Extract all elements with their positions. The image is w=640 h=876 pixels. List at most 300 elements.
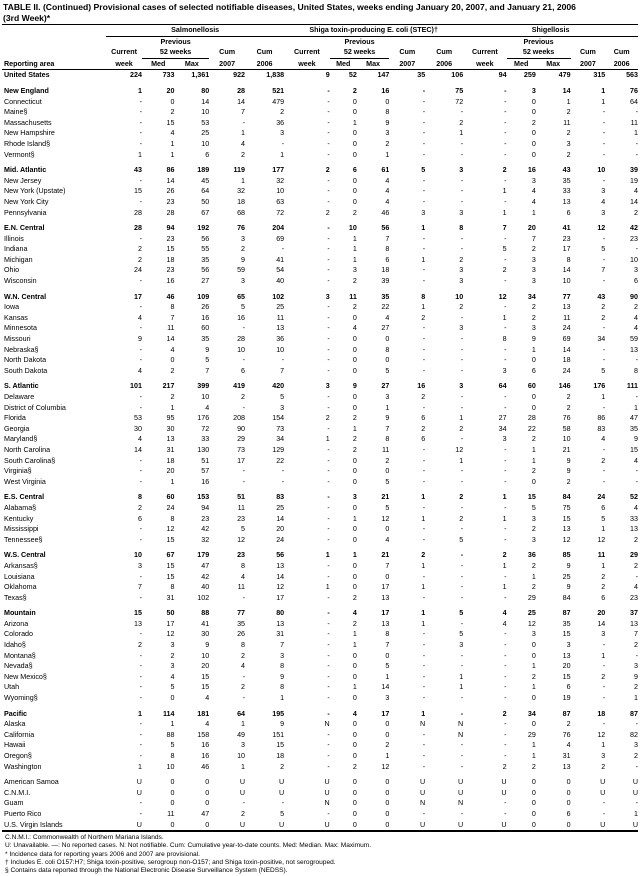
table-row (2, 709, 638, 720)
value-cell: 2 (601, 313, 606, 322)
value-cell: 6 (634, 277, 638, 286)
value-cell: 35 (381, 292, 390, 301)
value-cell: 19 (562, 694, 571, 703)
value-cell: 0 (566, 820, 571, 829)
reporting-area-cell: C.N.M.I. (4, 788, 31, 797)
value-cell: 2 (325, 414, 330, 423)
value-cell: 6 (421, 435, 426, 444)
reporting-area-cell: Wisconsin (4, 277, 37, 286)
value-cell: - (635, 477, 638, 486)
max-label: Max (366, 59, 381, 68)
value-cell: U (632, 778, 638, 787)
value-cell: - (504, 672, 507, 681)
table-row (2, 503, 638, 514)
value-cell: U (458, 820, 464, 829)
value-cell: 20 (597, 609, 606, 618)
reporting-area-cell: Alabama§ (4, 503, 37, 512)
value-cell: 315 (593, 71, 606, 80)
value-cell: 0 (352, 356, 357, 365)
value-cell: 23 (237, 514, 246, 523)
table-row (2, 128, 638, 139)
value-cell: - (422, 197, 426, 206)
value-cell: 29 (237, 435, 246, 444)
value-cell: 8 (170, 752, 175, 760)
value-cell: 0 (352, 799, 357, 808)
table-row (2, 97, 638, 108)
value-cell: - (327, 525, 330, 534)
value-cell: 0 (205, 820, 210, 829)
weeks52-label: 52 weeks (330, 47, 390, 58)
value-cell: - (504, 108, 507, 117)
value-cell: 4 (634, 503, 638, 512)
value-cell: 76 (562, 414, 571, 423)
cum-label: Cum (219, 48, 236, 57)
value-cell: U (239, 778, 246, 787)
value-cell: 8 (385, 345, 390, 354)
table-row (2, 762, 638, 773)
value-cell: 0 (385, 525, 390, 534)
value-cell: - (460, 187, 464, 196)
value-cell: 0 (385, 97, 390, 106)
value-cell: 21 (562, 445, 571, 454)
table-row (2, 118, 638, 129)
value-cell: - (460, 150, 464, 159)
value-cell: - (327, 197, 330, 206)
value-cell: - (139, 662, 142, 671)
value-cell: 56 (201, 234, 210, 243)
weeks52-label: 52 weeks (507, 47, 571, 58)
value-cell: - (602, 139, 606, 148)
value-cell: 2 (170, 108, 175, 117)
reporting-area-cell: Utah (4, 683, 20, 692)
footnote: C.N.M.I.: Commonwealth of Northern Mariana Islands. (5, 834, 164, 842)
value-cell: 2 (531, 118, 536, 127)
value-cell: 151 (272, 730, 285, 739)
value-cell: 12 (597, 730, 606, 739)
value-cell: 2 (634, 303, 638, 312)
value-cell: 23 (237, 551, 246, 560)
value-cell: 23 (630, 234, 638, 243)
value-cell: 1 (421, 709, 426, 718)
value-cell: 1 (421, 609, 426, 618)
value-cell: 27 (381, 382, 390, 391)
value-cell: 15 (166, 561, 175, 570)
value-cell: - (460, 651, 464, 660)
value-cell: 2 (566, 477, 571, 486)
value-cell: 5 (601, 245, 606, 254)
value-cell: - (504, 324, 507, 333)
value-cell: 0 (170, 820, 175, 829)
value-cell: 0 (170, 97, 175, 106)
value-cell: 1 (352, 255, 357, 264)
value-cell: - (327, 752, 330, 760)
value-cell: 86 (597, 414, 606, 423)
value-cell: 3 (601, 208, 606, 217)
value-cell: 1 (531, 741, 536, 750)
reporting-area-cell: Ohio (4, 266, 20, 275)
value-cell: 2 (241, 245, 246, 254)
value-cell: 18 (166, 456, 175, 465)
value-cell: - (139, 477, 142, 486)
value-cell: 3 (531, 535, 536, 544)
value-cell: - (460, 741, 464, 750)
value-cell: 18 (166, 255, 175, 264)
value-cell: 5 (385, 503, 390, 512)
value-cell: 77 (562, 292, 571, 301)
value-cell: 83 (597, 424, 606, 433)
value-cell: 192 (197, 224, 210, 233)
value-cell: 5 (459, 535, 464, 544)
value-cell: 4 (241, 662, 246, 671)
reporting-area-cell: Tennessee§ (4, 535, 43, 544)
reporting-area-cell: Maine§ (4, 108, 28, 117)
value-cell: 114 (162, 709, 175, 718)
value-cell: 15 (166, 535, 175, 544)
value-cell: - (504, 572, 507, 581)
value-cell: 5 (601, 366, 606, 375)
value-cell: - (460, 435, 464, 444)
value-cell: 5 (205, 356, 210, 365)
value-cell: 4 (502, 619, 507, 628)
value-cell: 4 (566, 741, 571, 750)
value-cell: - (242, 672, 246, 681)
previous-label: Previous (160, 37, 191, 46)
value-cell: - (327, 150, 330, 159)
value-cell: 0 (531, 788, 536, 797)
footnote: † Includes E. coli O157:H7; Shiga toxin-positive, serogroup non-O157; and Shiga toxin-positive, not serogrouped. (5, 859, 336, 867)
value-cell: 6 (566, 683, 571, 692)
value-cell: - (460, 709, 464, 718)
value-cell: 3 (352, 493, 357, 502)
value-cell: 3 (459, 277, 464, 286)
cum-label: Cum (613, 48, 630, 57)
value-cell: 46 (166, 292, 175, 301)
value-cell: 8 (170, 514, 175, 523)
value-cell: 11 (349, 292, 357, 301)
value-cell: - (460, 467, 464, 476)
value-cell: 2 (241, 683, 246, 692)
value-cell: 13 (630, 619, 638, 628)
value-cell: - (327, 266, 330, 275)
value-cell: - (327, 651, 330, 660)
value-cell: - (422, 503, 426, 512)
value-cell: 0 (352, 150, 357, 159)
reporting-area-cell: Pacific (4, 709, 28, 718)
value-cell: - (422, 187, 426, 196)
table-row (2, 730, 638, 741)
value-cell: 0 (531, 820, 536, 829)
value-cell: 0 (531, 150, 536, 159)
value-cell: 2 (459, 514, 464, 523)
value-cell: 5 (502, 245, 507, 254)
value-cell: 73 (237, 445, 246, 454)
value-cell: 27 (381, 324, 390, 333)
value-cell: 13 (562, 762, 571, 771)
value-cell: 31 (166, 593, 175, 602)
value-cell: 5 (531, 503, 536, 512)
value-cell: 22 (527, 424, 536, 433)
value-cell: - (327, 129, 330, 138)
disease-header-salmonellosis: Salmonellosis (106, 25, 284, 37)
table-row (2, 593, 638, 604)
value-cell: 11 (167, 324, 175, 333)
value-cell: 59 (237, 266, 246, 275)
value-cell: - (327, 662, 330, 671)
value-cell: 6 (241, 366, 246, 375)
value-cell: 0 (352, 583, 357, 592)
table-row (2, 223, 638, 234)
value-cell: - (422, 150, 426, 159)
value-cell: 13 (562, 303, 571, 312)
value-cell: 59 (630, 335, 638, 344)
value-cell: 11 (167, 809, 175, 818)
value-cell: 1 (502, 514, 507, 523)
value-cell: 1 (280, 694, 285, 703)
value-cell: 10 (201, 108, 210, 117)
value-cell: 15 (630, 445, 638, 454)
value-cell: 6 (385, 255, 390, 264)
value-cell: 6 (566, 208, 571, 217)
value-cell: 0 (531, 720, 536, 729)
value-cell: - (635, 108, 638, 117)
reporting-area-cell: North Carolina (4, 445, 51, 454)
reporting-area-cell: New Mexico§ (4, 672, 47, 681)
value-cell: 10 (201, 393, 210, 401)
value-cell: 5 (459, 630, 464, 639)
value-cell: - (504, 503, 507, 512)
reporting-area-cell: South Carolina§ (4, 456, 56, 465)
table-row (2, 608, 638, 619)
value-cell: 2 (459, 493, 464, 502)
value-cell: 521 (272, 86, 285, 95)
value-cell: 12 (455, 445, 464, 454)
value-cell: - (504, 730, 507, 739)
table-row (2, 572, 638, 583)
value-cell: 2 (566, 108, 571, 117)
value-cell: 20 (562, 662, 571, 671)
value-cell: 0 (385, 799, 390, 808)
value-cell: 4 (634, 583, 638, 592)
value-cell: 9 (385, 118, 390, 127)
value-cell: 3 (531, 514, 536, 523)
value-cell: - (504, 303, 507, 312)
value-cell: 25 (276, 303, 285, 312)
value-cell: - (422, 366, 426, 375)
value-cell: - (504, 139, 507, 148)
value-cell: 2 (634, 208, 638, 217)
value-cell: 9 (531, 335, 536, 344)
value-cell: 3 (280, 651, 285, 660)
value-cell: 1 (385, 752, 390, 760)
value-cell: 13 (562, 525, 571, 534)
value-cell: 0 (385, 788, 390, 797)
value-cell: U (600, 820, 606, 829)
value-cell: - (139, 799, 142, 808)
value-cell: 0 (352, 335, 357, 344)
value-cell: 4 (531, 187, 536, 196)
value-cell: 3 (352, 266, 357, 275)
value-cell: 224 (130, 71, 142, 80)
value-cell: - (139, 356, 142, 365)
table-row (2, 788, 638, 799)
value-cell: 9 (385, 414, 390, 423)
value-cell: 4 (502, 609, 507, 618)
value-cell: U (600, 788, 606, 797)
value-cell: 41 (562, 224, 571, 233)
value-cell: - (460, 752, 464, 760)
value-cell: 1 (170, 403, 175, 412)
value-cell: - (327, 630, 330, 639)
value-cell: - (504, 741, 507, 750)
value-cell: - (602, 683, 606, 692)
value-cell: 24 (597, 493, 606, 502)
value-cell: - (422, 694, 426, 703)
value-cell: 1 (170, 720, 175, 729)
value-cell: 3 (459, 324, 464, 333)
value-cell: 24 (134, 266, 142, 275)
value-cell: U (324, 788, 330, 797)
value-cell: - (139, 303, 142, 312)
value-cell: 3 (531, 266, 536, 275)
value-cell: 60 (201, 324, 210, 333)
value-cell: 3 (385, 393, 390, 401)
value-cell: 34 (498, 424, 507, 433)
value-cell: 4 (385, 176, 390, 185)
value-cell: - (504, 456, 507, 465)
value-cell: 0 (566, 788, 571, 797)
reporting-area-cell: U.S. Virgin Islands (4, 820, 63, 829)
value-cell: 29 (527, 730, 536, 739)
table-row (2, 107, 638, 118)
value-cell: 0 (205, 788, 210, 797)
reporting-area-cell: Virginia§ (4, 467, 32, 476)
value-cell: 77 (237, 609, 246, 618)
value-cell: 0 (531, 809, 536, 818)
value-cell: 41 (276, 255, 285, 264)
value-cell: 29 (630, 551, 638, 560)
value-cell: - (422, 97, 426, 106)
table-row (2, 255, 638, 266)
value-cell: - (422, 630, 426, 639)
value-cell: - (139, 393, 142, 401)
value-cell: 1 (352, 551, 357, 560)
value-cell: 82 (630, 730, 638, 739)
value-cell: - (327, 313, 330, 322)
value-cell: - (281, 467, 285, 476)
value-cell: 1 (421, 255, 426, 264)
value-cell: - (242, 403, 246, 412)
value-cell: - (460, 366, 464, 375)
value-cell: 5 (280, 809, 285, 818)
table-row (2, 619, 638, 630)
footnotes (2, 831, 638, 875)
value-cell: - (504, 197, 507, 206)
value-cell: 6 (566, 809, 571, 818)
reporting-area-cell: Hawaii (4, 741, 26, 750)
value-cell: 2 (601, 303, 606, 312)
value-cell: N (324, 720, 330, 729)
value-cell: 0 (352, 97, 357, 106)
reporting-area-cell: Massachusetts (4, 118, 52, 127)
table-row (2, 276, 638, 287)
value-cell: 17 (166, 619, 175, 628)
value-cell: 90 (630, 292, 638, 301)
value-cell: 73 (276, 424, 285, 433)
table-row (2, 197, 638, 208)
value-cell: 0 (531, 799, 536, 808)
value-cell: 0 (385, 778, 390, 787)
value-cell: 16 (527, 166, 536, 175)
value-cell: 12 (381, 762, 390, 771)
value-cell: U (278, 820, 285, 829)
value-cell: 84 (562, 493, 571, 502)
value-cell: 2 (566, 150, 571, 159)
value-cell: 0 (566, 799, 571, 808)
value-cell: 3 (531, 630, 536, 639)
value-cell: U (136, 788, 142, 797)
value-cell: - (504, 356, 507, 365)
value-cell: - (504, 176, 507, 185)
table-row (2, 150, 638, 161)
value-cell: 14 (276, 514, 285, 523)
value-cell: 72 (276, 208, 285, 217)
value-cell: - (460, 345, 464, 354)
value-cell: 15 (166, 572, 175, 581)
value-cell: 94 (498, 71, 507, 80)
value-cell: 208 (233, 414, 246, 423)
value-cell: - (422, 762, 426, 771)
value-cell: 17 (381, 709, 390, 718)
value-cell: 6 (601, 593, 606, 602)
value-cell: - (422, 86, 426, 95)
value-cell: 3 (531, 324, 536, 333)
reporting-area-cell: Indiana (4, 245, 28, 254)
value-cell: 16 (201, 741, 210, 750)
value-cell: - (242, 467, 246, 476)
value-cell: 23 (630, 593, 638, 602)
value-cell: - (602, 445, 606, 454)
value-cell: 47 (201, 809, 210, 818)
value-cell: 39 (381, 277, 390, 286)
value-cell: 1 (566, 97, 571, 106)
value-cell: 2 (531, 561, 536, 570)
value-cell: 0 (385, 572, 390, 581)
value-cell: U (324, 820, 330, 829)
value-cell: 20 (276, 525, 285, 534)
table-row (2, 777, 638, 788)
value-cell: 21 (381, 551, 390, 560)
table-row (2, 434, 638, 445)
value-cell: 4 (137, 435, 142, 444)
value-cell: 1 (502, 561, 507, 570)
value-cell: 1 (241, 176, 246, 185)
value-cell: 24 (562, 366, 571, 375)
value-cell: 8 (137, 493, 142, 502)
value-cell: 177 (272, 166, 285, 175)
value-cell: 2 (241, 651, 246, 660)
value-cell: - (422, 245, 426, 254)
reporting-area-cell: Louisiana (4, 572, 35, 581)
value-cell: 65 (237, 292, 246, 301)
reporting-area-cell: S. Atlantic (4, 382, 39, 391)
value-cell: 0 (352, 788, 357, 797)
value-cell: 12 (527, 619, 536, 628)
value-cell: 52 (348, 71, 357, 80)
value-cell: 2 (421, 313, 426, 322)
value-cell: 22 (276, 456, 285, 465)
value-cell: 1 (137, 86, 142, 95)
value-cell: U (458, 778, 464, 787)
